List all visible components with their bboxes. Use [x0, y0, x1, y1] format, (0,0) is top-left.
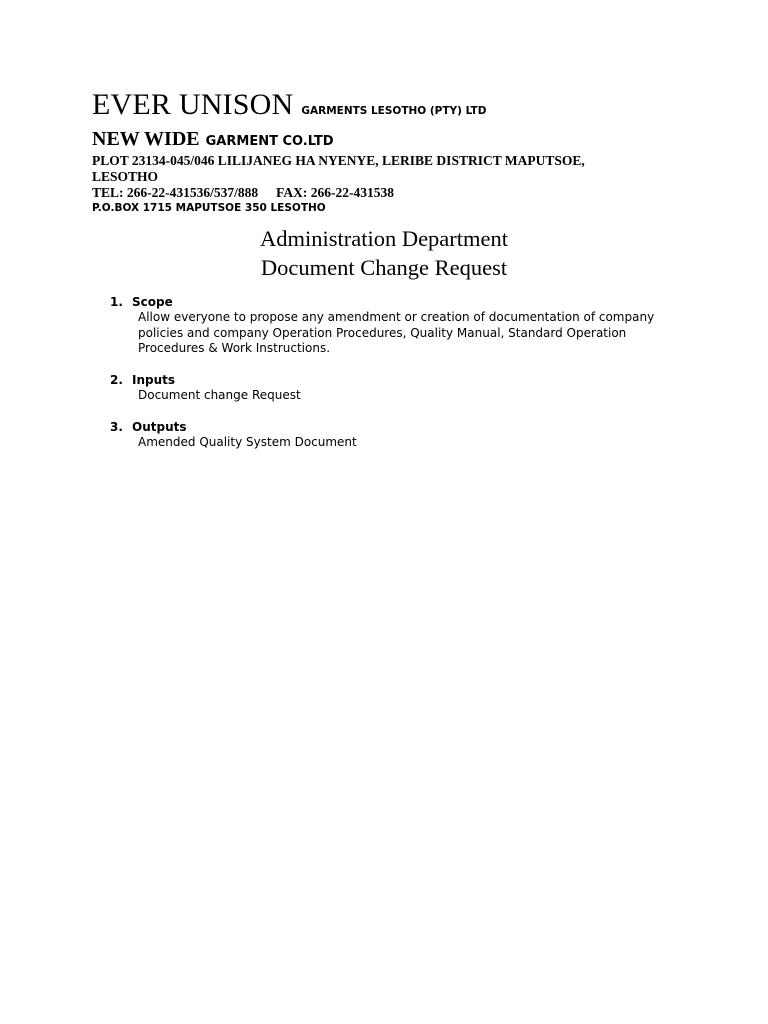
company-name-secondary: NEW WIDE: [92, 128, 200, 150]
section-number: 1.: [110, 295, 123, 309]
section-number: 3.: [110, 420, 123, 434]
section-body: Amended Quality System Document: [138, 435, 357, 449]
telephone-number: TEL: 266-22-431536/537/888: [92, 185, 259, 200]
section-number: 2.: [110, 373, 123, 387]
section-heading-text: Outputs: [132, 420, 187, 434]
section-body: Allow everyone to propose any amendment or creation of documentation of company policies and company Operation Procedures, Quality Manual, Standard Operation Procedures & Work Instructions.: [138, 310, 655, 355]
company-line-2: [92, 128, 692, 153]
section-heading-text: Scope: [132, 295, 173, 309]
company-line-1: [92, 86, 692, 130]
section-heading-text: Inputs: [132, 373, 176, 387]
company-name-primary-suffix: GARMENTS LESOTHO (PTY) LTD: [301, 105, 487, 117]
fax-number: FAX: 266-22-431538: [276, 185, 394, 200]
contact-line: [92, 184, 692, 201]
section-heading: [110, 294, 670, 310]
company-name-primary: EVER UNISON: [92, 88, 294, 121]
section-heading: [110, 419, 670, 435]
section-scope: [110, 294, 670, 357]
company-address: PLOT 23134-045/046 LILIJANEG HA NYENYE, LERIBE DISTRICT MAPUTSOE, LESOTHO: [92, 153, 585, 184]
document-title: Document Change Request: [260, 255, 508, 280]
department-title: Administration Department: [259, 226, 509, 251]
letterhead: [92, 86, 692, 216]
section-body: Document change Request: [138, 388, 301, 402]
document-title-block: [0, 224, 768, 282]
section-inputs: [110, 372, 670, 404]
section-heading: [110, 372, 670, 388]
po-box-address: P.O.BOX 1715 MAPUTSOE 350 LESOTHO: [92, 202, 326, 214]
section-list: [110, 294, 670, 466]
section-outputs: [110, 419, 670, 451]
company-name-secondary-suffix: GARMENT CO.LTD: [205, 134, 334, 149]
